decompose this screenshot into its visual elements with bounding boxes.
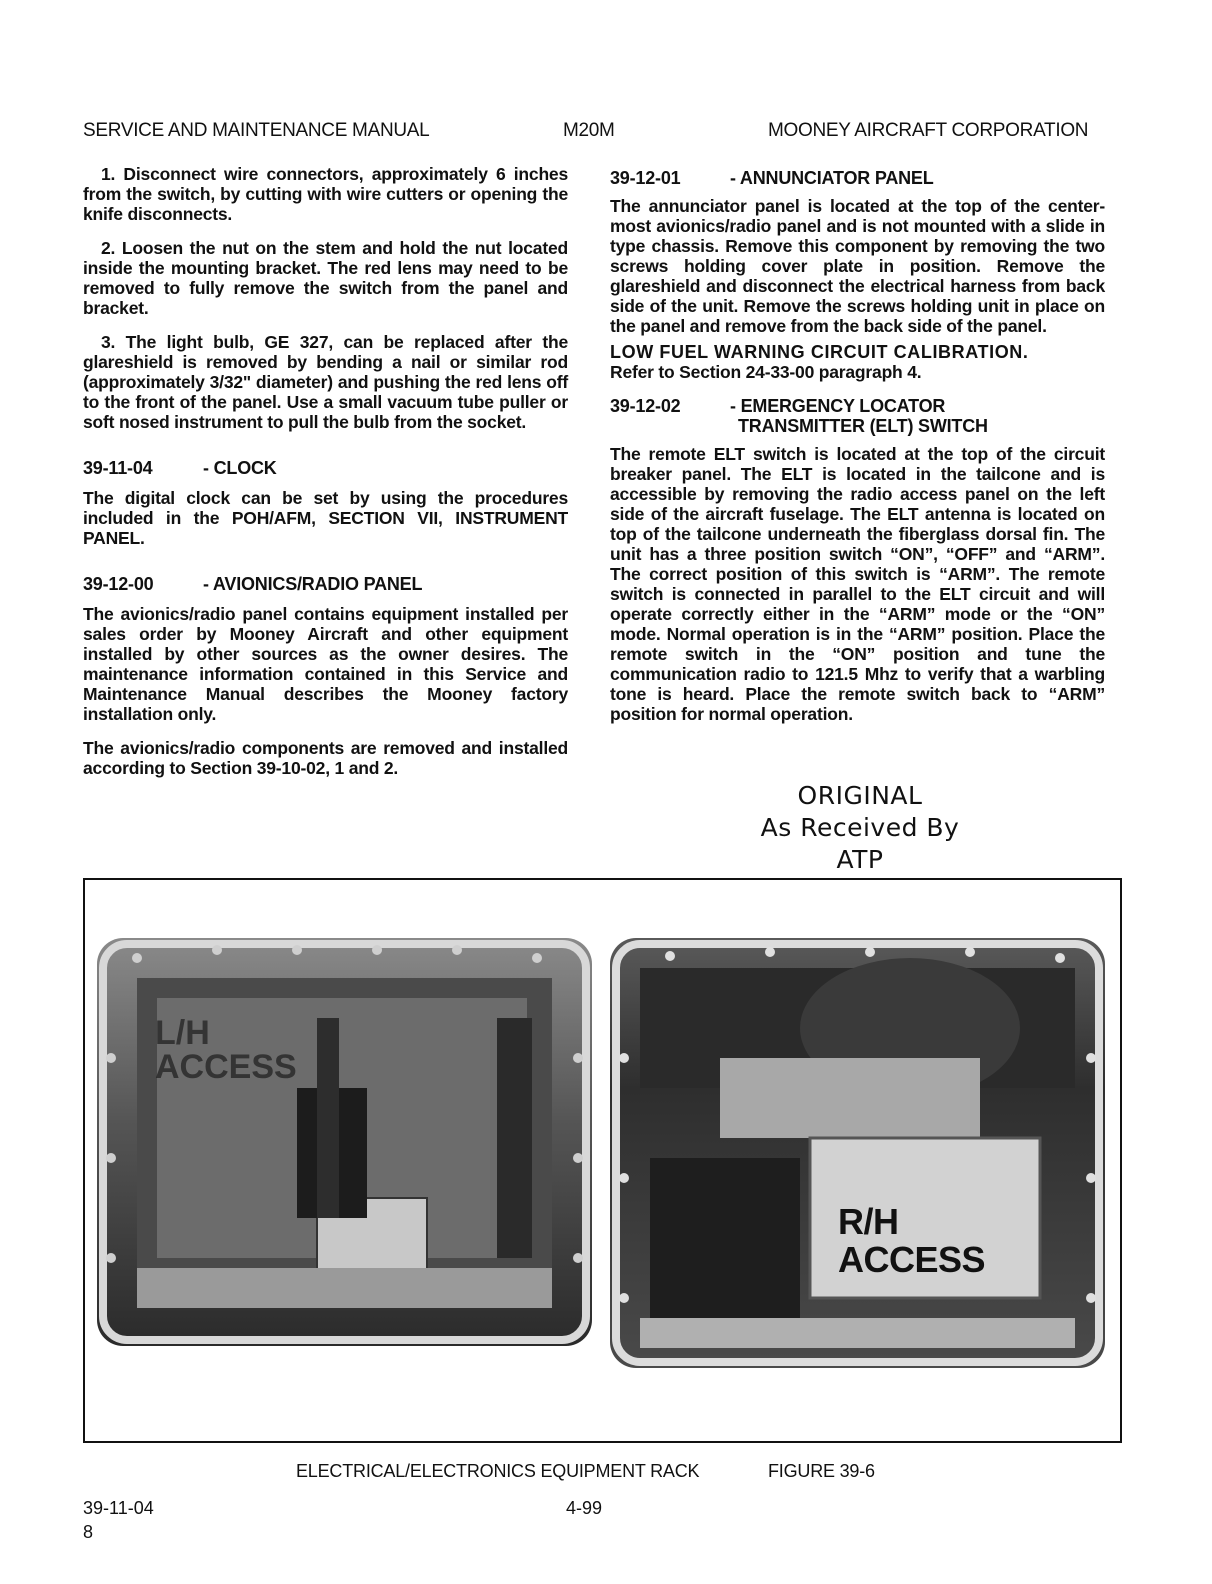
footer-page-number: 4-99 — [566, 1498, 603, 1518]
clock-code: 39-11-04 — [83, 458, 153, 478]
original-stamp — [720, 780, 1000, 876]
figure-number: FIGURE 39-6 — [768, 1461, 875, 1481]
low-fuel-heading: LOW FUEL WARNING CIRCUIT CALIBRATION. — [610, 342, 1029, 362]
elt-code: 39-12-02 — [610, 396, 681, 416]
avionics-body-2: The avionics/radio components are removed and installed according to Section 39-10-02, 1 and 2. — [83, 738, 568, 778]
low-fuel-body: Refer to Section 24-33-00 paragraph 4. — [610, 362, 922, 382]
figure-caption: ELECTRICAL/ELECTRONICS EQUIPMENT RACK — [296, 1461, 700, 1481]
lh-label-line-2: ACCESS — [155, 1048, 297, 1086]
clock-body: The digital clock can be set by using the procedures included in the POH/AFM, SECTION VII, INSTRUMENT PANEL. — [83, 488, 568, 548]
elt-title-line-1: - EMERGENCY LOCATOR — [730, 396, 946, 416]
rh-access-photo — [610, 938, 1105, 1368]
stamp-line-2: As Received By — [760, 813, 960, 842]
clock-heading — [83, 458, 568, 478]
avionics-title: - AVIONICS/RADIO PANEL — [203, 574, 423, 594]
rh-label-line-1: R/H — [838, 1201, 899, 1242]
elt-title — [730, 396, 988, 436]
rh-label-line-2: ACCESS — [838, 1239, 986, 1280]
elt-heading — [610, 396, 1105, 436]
footer-section: 39-11-04 — [83, 1498, 154, 1518]
elt-body: The remote ELT switch is located at the top of the circuit breaker panel. The ELT is located in the tailcone and is accessible by removing the radio access panel on the left side of the aircraft fuselage. The ELT antenna is located on top of the tailcone underneath the fiberglass dorsal fin. The unit has a three position switch “ON”, “OFF” and “ARM”. The correct position of this switch is “ARM”. The remote switch is connected in parallel to the ELT circuit and will operate correctly either in the “ARM” mode or the “ON” mode. Normal operation is in the “ARM” position. Place the remote switch in the “ON” position and tune the communication radio to 121.5 Mhz to verify that a warbling tone is heard. Place the remote switch back to “ARM” position for normal operation. — [610, 444, 1105, 724]
right-column — [610, 164, 1105, 738]
header-manual-title: SERVICE AND MAINTENANCE MANUAL — [83, 120, 430, 141]
avionics-heading — [83, 574, 568, 594]
stamp-line-1: ORIGINAL — [797, 781, 923, 810]
stamp-line-3: ATP — [836, 845, 884, 874]
avionics-code: 39-12-00 — [83, 574, 154, 594]
step-1: 1. Disconnect wire connectors, approximately 6 inches from the switch, by cutting with wire cutters or opening the knife disconnects. — [83, 164, 568, 224]
lh-label-line-1: L/H — [155, 1014, 210, 1052]
rh-access-photo-illustration — [610, 938, 1105, 1368]
avionics-body-1: The avionics/radio panel contains equipment installed per sales order by Mooney Aircraft and other equipment installed by other sources as the owner desires. The maintenance information contained in this Service and Maintenance Manual describes the Mooney factory installation only. — [83, 604, 568, 724]
annunciator-body: The annunciator panel is located at the top of the center-most avionics/radio panel and is not mounted with a slide in type chassis. Remove this component by removing the two screws holding cover plate in position. Remove the glareshield and disconnect the electrical harness from back side of the unit. Remove the screws holding unit in place on the panel and remove from the back side of the panel. — [610, 196, 1105, 336]
clock-title: - CLOCK — [203, 458, 277, 478]
step-2: 2. Loosen the nut on the stem and hold the nut located inside the mounting bracket. The red lens may need to be removed to fully remove the switch from the panel and bracket. — [83, 238, 568, 318]
header-company: MOONEY AIRCRAFT CORPORATION — [768, 120, 1089, 141]
footer-revision: 8 — [83, 1522, 94, 1542]
annunciator-heading — [610, 168, 1105, 188]
lh-access-label — [155, 1016, 297, 1084]
annunciator-title: - ANNUNCIATOR PANEL — [730, 168, 934, 188]
annunciator-code: 39-12-01 — [610, 168, 681, 188]
lh-access-photo — [97, 938, 592, 1346]
rh-access-label — [838, 1203, 985, 1279]
left-column — [83, 164, 568, 792]
elt-title-line-2: TRANSMITTER (ELT) SWITCH — [738, 416, 988, 436]
step-3: 3. The light bulb, GE 327, can be replaced after the glareshield is removed by bending a nail or similar rod (approximately 3/32" diameter) and pushing the red lens off to the front of the panel. Use a small vacuum tube puller or soft nosed instrument to pull the bulb from the socket. — [83, 332, 568, 432]
figure-frame — [83, 878, 1122, 1443]
lh-access-photo-illustration — [97, 938, 592, 1346]
header-model: M20M — [563, 120, 615, 141]
